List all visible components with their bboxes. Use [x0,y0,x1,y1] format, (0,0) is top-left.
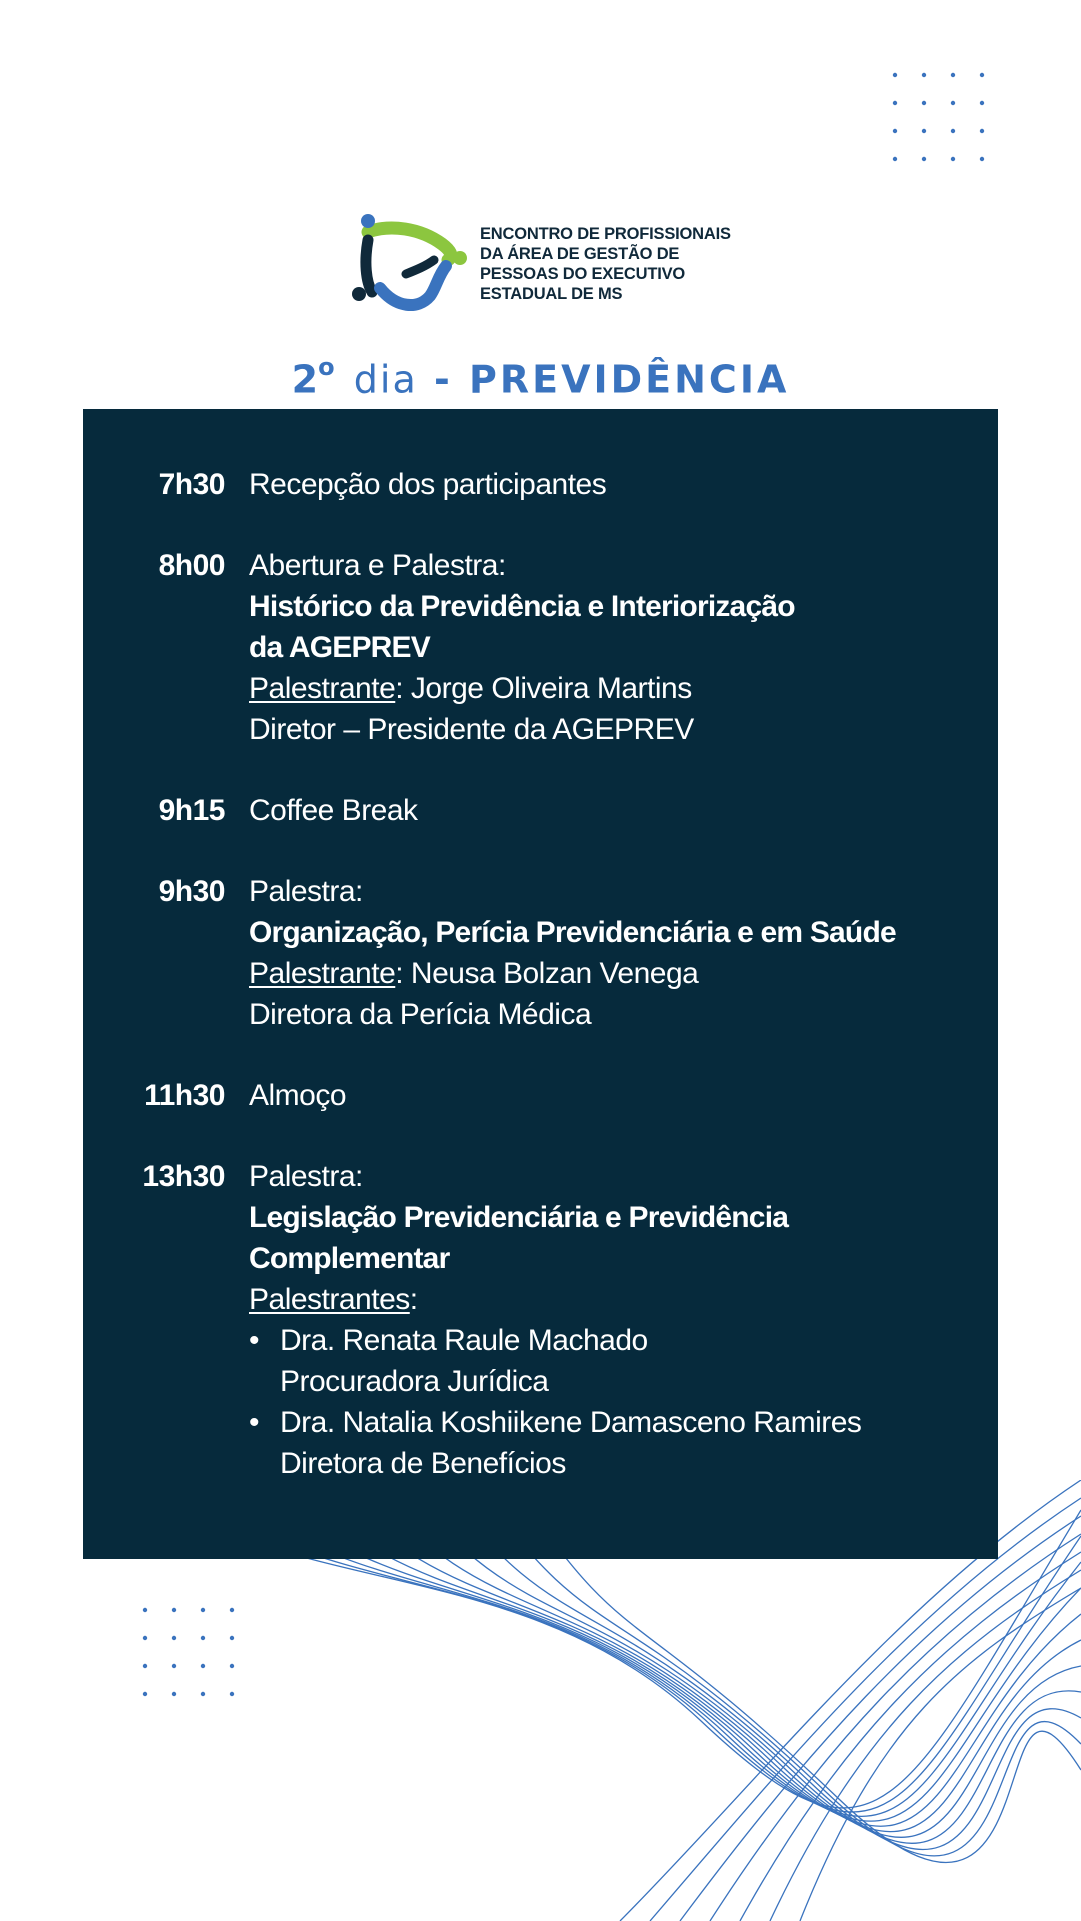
decor-dot [980,73,984,77]
decor-dot [922,73,926,77]
session-intro: Abertura e Palestra: [249,549,506,582]
speaker-label: Palestrante [249,957,396,990]
event-logo [350,210,730,320]
speaker-name: : Jorge Oliveira Martins [395,672,692,705]
decor-dot [893,101,897,105]
wave-line [800,1588,1081,1921]
schedule-time: 8h00 [158,549,225,582]
schedule-time: 13h30 [142,1160,225,1193]
decor-dot [893,129,897,133]
schedule-item [83,1075,998,1116]
speaker-bullet-item [249,1402,861,1484]
schedule-item [83,1156,998,1484]
speaker-line [249,953,896,994]
decor-dot [951,73,955,77]
schedule-item [83,464,998,505]
session-intro: Palestra: [249,875,363,908]
decor-dot [951,157,955,161]
session-intro: Palestra: [249,1160,363,1193]
speaker-role: Procuradora Jurídica [280,1365,549,1398]
schedule-content [249,790,418,831]
schedule-list [83,464,998,1524]
session-title: Legislação Previdenciária e Previdência [249,1201,789,1234]
day-theme: PREVIDÊNCIA [469,357,790,402]
decor-dot [980,157,984,161]
day-number: 2 [291,357,319,402]
schedule-item [83,790,998,831]
speaker-name: Dra. Natalia Koshiikene Damasceno Ramires [280,1406,862,1439]
schedule-time: 9h15 [158,794,225,827]
decor-dot [893,73,897,77]
speakers-colon: : [409,1283,418,1316]
schedule-activity: Coffee Break [249,794,418,827]
speaker-bullet-item [249,1320,861,1402]
speaker-role: Diretora da Perícia Médica [249,998,592,1031]
decor-dot [951,101,955,105]
event-logo-mark [350,210,470,320]
schedule-item [83,871,998,1035]
decor-dot [922,101,926,105]
decor-dot [980,129,984,133]
bullet-mark: • [249,1406,260,1439]
schedule-content [249,464,606,505]
day-word: dia [353,357,418,402]
session-title: Organização, Perícia Previdenciária e em Saúde [249,916,896,949]
schedule-panel [83,409,998,1559]
event-name-line: ESTADUAL DE MS [480,285,623,303]
speaker-label: Palestrante [249,672,396,705]
wave-line [740,1552,1081,1921]
schedule-content [249,871,896,1035]
schedule-content [249,1075,346,1116]
bullet-mark: • [249,1324,260,1357]
decor-dot [951,129,955,133]
heading-separator: - [434,357,453,402]
speaker-line [249,668,795,709]
session-title: Complementar [249,1242,450,1275]
event-name-line: PESSOAS DO EXECUTIVO [480,265,686,283]
speakers-line [249,1279,861,1320]
event-name [480,224,740,304]
day-heading [0,353,1081,402]
speaker-name: Dra. Renata Raule Machado [280,1324,648,1357]
schedule-time: 7h30 [158,468,225,501]
schedule-time: 11h30 [144,1079,225,1112]
decor-dot [922,129,926,133]
speakers-label: Palestrantes [249,1283,410,1316]
session-title: da AGEPREV [249,631,430,664]
event-name-line: DA ÁREA DE GESTÃO DE [480,245,680,263]
schedule-content [249,1156,861,1484]
wave-line [770,1570,1081,1921]
schedule-activity: Recepção dos participantes [249,468,607,501]
schedule-activity: Almoço [249,1079,347,1112]
schedule-time: 9h30 [158,875,225,908]
schedule-content [249,545,795,750]
day-ordinal: o [318,353,338,381]
wave-line [710,1534,1081,1921]
dot-grid-top-right [890,70,1000,170]
speaker-role: Diretor – Presidente da AGEPREV [249,713,694,746]
speaker-role: Diretora de Benefícios [280,1447,566,1480]
decor-dot [980,101,984,105]
decor-dot [922,157,926,161]
session-title: Histórico da Previdência e Interiorização [249,590,795,623]
event-name-line: ENCONTRO DE PROFISSIONAIS [480,225,731,243]
speaker-name: : Neusa Bolzan Venega [395,957,699,990]
decor-dot [893,157,897,161]
schedule-item [83,545,998,750]
